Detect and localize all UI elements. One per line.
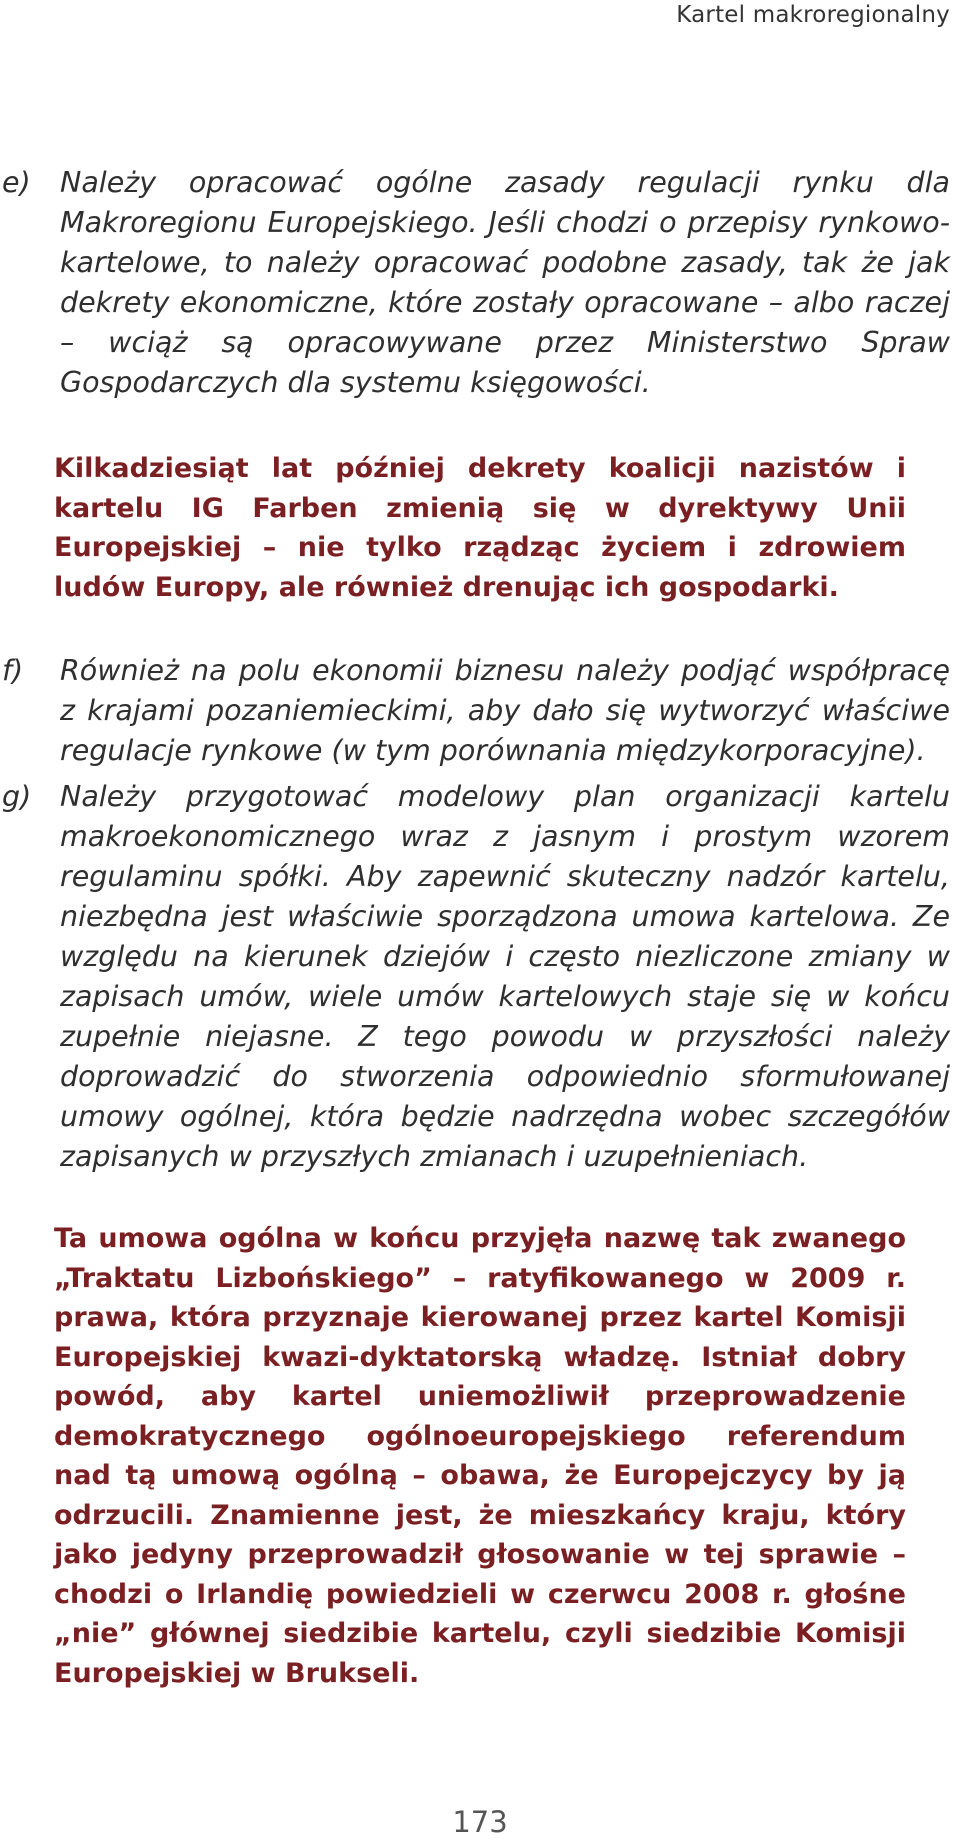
- list-item-g: [0, 777, 960, 1177]
- page-body: [0, 163, 960, 1693]
- list-item-text: Również na polu ekonomii biznesu należy podjąć współpracę z krajami pozaniemieckimi, aby dało się wytworzyć właściwe regulacje rynkowe (w tym porównania międzykorporacyjne).: [60, 654, 950, 767]
- list-item-f: [0, 651, 960, 771]
- list-marker: f): [2, 654, 24, 687]
- list-item-e: [0, 163, 960, 403]
- list-item-text: Należy opracować ogólne zasady regulacji rynku dla Makroregionu Europejskiego. Jeśli chodzi o przepisy rynkowo-kartelowe, to należy opracować podobne zasady, tak że jak dekrety ekonomiczne, które zostały opracowane – albo raczej – wciąż są opracowywane przez Ministerstwo Spraw Gospodarczych dla systemu księgowości.: [60, 166, 950, 399]
- page-number: 173: [452, 1805, 508, 1839]
- list-marker: g): [2, 780, 32, 813]
- list-marker: e): [2, 166, 31, 199]
- commentary-callout: Ta umowa ogólna w końcu przyjęła nazwę tak zwanego „Traktatu Lizbońskiego” – ratyfikowanego w 2009 r. prawa, która przyznaje kierowanej przez kartel Komisji Europejskiej kwazi-dyktatorską władzę. Istniał dobry powód, aby kartel uniemożliwił przeprowadzenie demokratycznego ogólnoeuropejskiego referendum nad tą umową ogólną – obawa, że Europejczycy by ją odrzucili. Znamienne jest, że mieszkańcy kraju, który jako jedyny przeprowadził głosowanie w tej sprawie – chodzi o Irlandię powiedzieli w czerwcu 2008 r. głośne „nie” głównej siedzibie kartelu, czyli siedzibie Komisji Europejskiej w Brukseli.: [54, 1223, 906, 1689]
- running-header: Kartel makroregionalny: [676, 2, 950, 28]
- list-item-text: Należy przygotować modelowy plan organizacji kartelu makroekonomicznego wraz z jasnym i prostym wzorem regulaminu spółki. Aby zapewnić skuteczny nadzór kartelu, niezbędna jest właściwie sporządzona umowa kartelowa. Ze względu na kierunek dziejów i często niezliczone zmiany w zapisach umów, wiele umów kartelowych staje się w końcu zupełnie niejasne. Z tego powodu w przyszłości należy doprowadzić do stworzenia odpowiednio sformułowanej umowy ogólnej, która będzie nadrzędna wobec szczegółów zapisanych w przyszłych zmianach i uzupełnieniach.: [60, 780, 950, 1173]
- commentary-callout: Kilkadziesiąt lat później dekrety koalicji nazistów i kartelu IG Farben zmienią się w dyrektywy Unii Europejskiej – nie tylko rządząc życiem i zdrowiem ludów Europy, ale również drenując ich gospodarki.: [54, 453, 906, 603]
